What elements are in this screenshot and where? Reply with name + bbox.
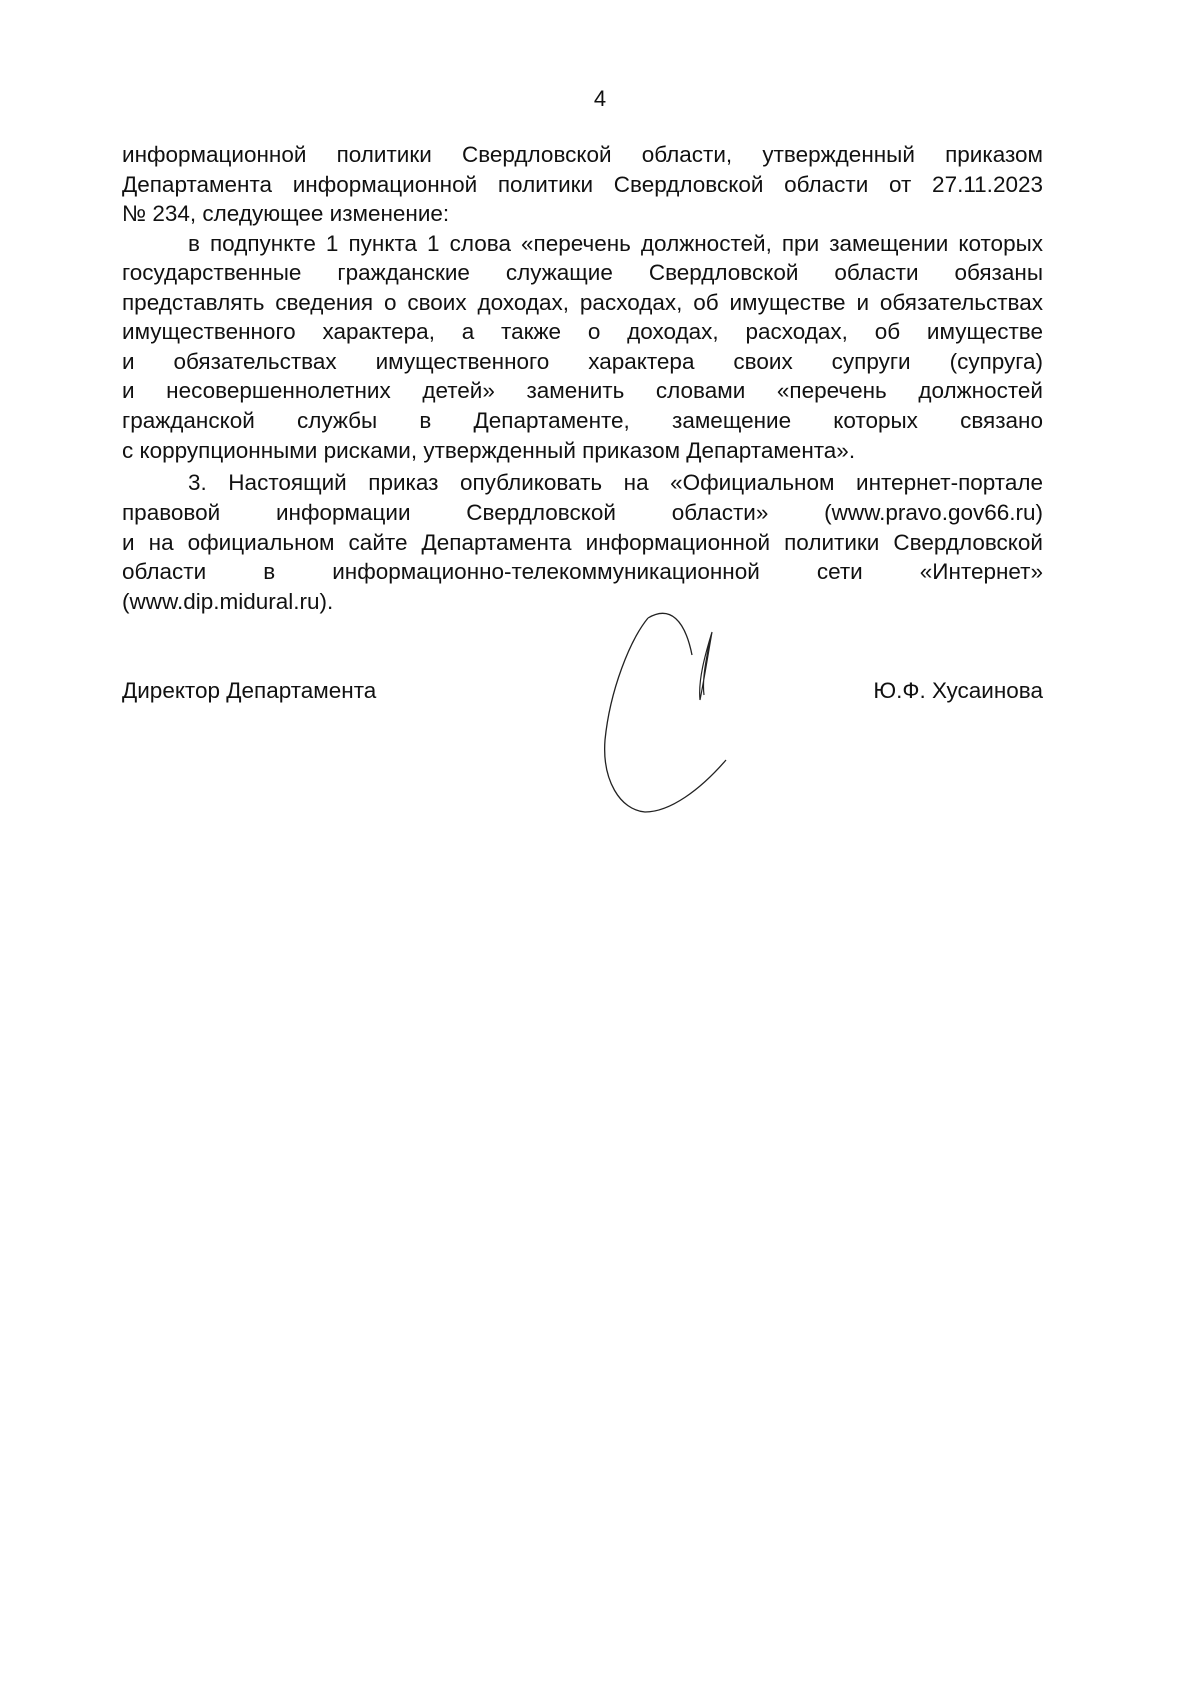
text-line: и обязательствах имущественного характера своих супруги (супруга) — [122, 349, 1043, 374]
text-line: имущественного характера, а также о доходах, расходах, об имуществе — [122, 319, 1043, 344]
text-line: (www.dip.midural.ru). — [122, 589, 334, 614]
text-line: 3. Настоящий приказ опубликовать на «Официальном интернет-портале — [188, 470, 1043, 495]
handwritten-signature — [590, 600, 740, 820]
page-number: 4 — [593, 86, 607, 111]
signatory-position: Директор Департамента — [122, 678, 377, 703]
text-line: области в информационно-телекоммуникационной сети «Интернет» — [122, 559, 1043, 584]
text-line: в подпункте 1 пункта 1 слова «перечень должностей, при замещении которых — [188, 231, 1043, 256]
signatory-name: Ю.Ф. Хусаинова — [873, 678, 1043, 703]
text-line: представлять сведения о своих доходах, расходах, об имуществе и обязательствах — [122, 290, 1043, 315]
text-line: с коррупционными рисками, утвержденный приказом Департамента». — [122, 438, 856, 463]
text-line: Департамента информационной политики Свердловской области от 27.11.2023 — [122, 172, 1043, 197]
text-line: информационной политики Свердловской области, утвержденный приказом — [122, 142, 1043, 167]
text-line: и на официальном сайте Департамента информационной политики Свердловской — [122, 530, 1043, 555]
text-line: и несовершеннолетних детей» заменить словами «перечень должностей — [122, 378, 1043, 403]
text-line: № 234, следующее изменение: — [122, 201, 450, 226]
text-line: гражданской службы в Департаменте, замещение которых связано — [122, 408, 1043, 433]
text-line: государственные гражданские служащие Свердловской области обязаны — [122, 260, 1043, 285]
text-line: правовой информации Свердловской области» (www.pravo.gov66.ru) — [122, 500, 1043, 525]
